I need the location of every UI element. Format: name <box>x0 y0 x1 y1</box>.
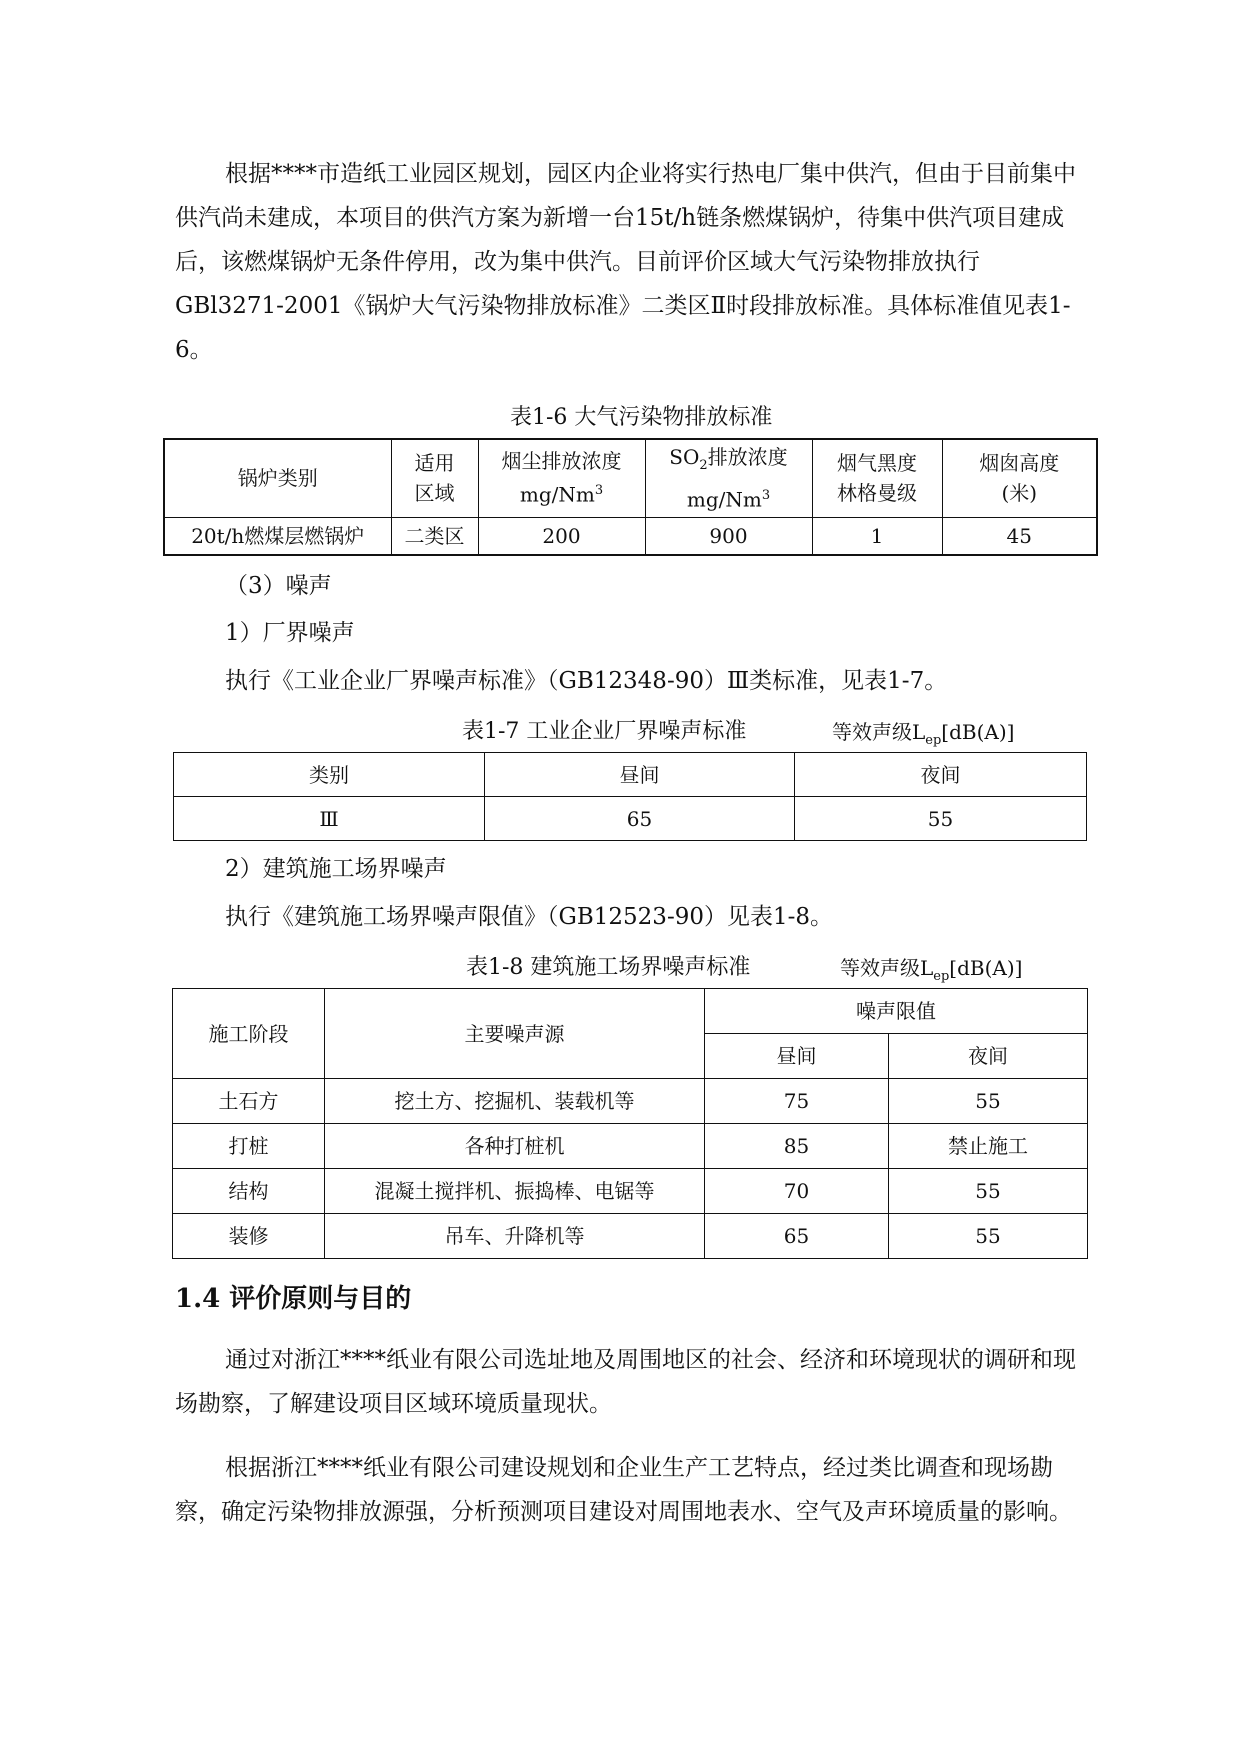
boundary-noise-text: 执行《工业企业厂界噪声标准》（GB12348-90）Ⅲ类标准，见表1-7。 <box>225 668 948 694</box>
evaluation-paragraph-2: 根据浙江****纸业有限公司建设规划和企业生产工艺特点，经过类比调查和现场勘察，确定污染物排放源强，分析预测项目建设对周围地表水、空气及声环境质量的影响。 <box>175 1455 1072 1525</box>
header-smoke <box>812 439 942 517</box>
table-cell: Ⅲ <box>174 797 485 841</box>
table-1-6-header-row <box>164 439 1097 517</box>
table-cell: 混凝土搅拌机、振捣棒、电锯等 <box>325 1169 705 1214</box>
table-1-7 <box>173 752 1087 841</box>
header-dust-line1: 烟尘排放浓度 <box>501 449 622 474</box>
header-boiler-type: 锅炉类别 <box>164 439 391 517</box>
header-category: 类别 <box>174 753 485 797</box>
section-heading: 1.4 评价原则与目的 <box>175 1284 412 1314</box>
header-smoke-line2: 林格曼级 <box>837 481 917 506</box>
table-1-8 <box>172 988 1088 1259</box>
header-so2 <box>645 439 812 517</box>
table-cell: 75 <box>705 1079 889 1124</box>
header-chimney-line2: (米) <box>1001 481 1038 506</box>
unit-sub: ep <box>925 733 942 748</box>
unit-prefix: 等效声级L <box>840 956 934 980</box>
dust-unit-sup: 3 <box>594 483 604 499</box>
header-so2-line2 <box>646 481 812 515</box>
table-1-8-header-row <box>173 989 1088 1034</box>
table-cell: 85 <box>705 1124 889 1169</box>
unit-suffix: [dB(A)] <box>949 956 1023 980</box>
table-cell: 200 <box>478 517 645 555</box>
table-cell: 65 <box>485 797 795 841</box>
noise-heading: （3）噪声 <box>225 573 332 599</box>
table-cell: 结构 <box>173 1169 325 1214</box>
table-cell: 45 <box>942 517 1097 555</box>
table-cell: 55 <box>889 1079 1088 1124</box>
table-cell: 55 <box>889 1169 1088 1214</box>
table-1-7-unit <box>832 716 1014 748</box>
header-area-line1: 适用 <box>414 451 455 476</box>
table-row <box>173 1214 1088 1259</box>
table-cell: 20t/h燃煤层燃锅炉 <box>164 517 391 555</box>
construction-noise-heading: 2）建筑施工场界噪声 <box>225 856 447 882</box>
table-row <box>173 1079 1088 1124</box>
header-chimney <box>942 439 1097 517</box>
table-row <box>173 1124 1088 1169</box>
header-smoke-line1: 烟气黑度 <box>837 451 917 476</box>
so2-unit: mg/Nm <box>686 487 762 512</box>
so2-sub: 2 <box>699 457 708 473</box>
table-cell: 各种打桩机 <box>325 1124 705 1169</box>
table-1-8-unit <box>840 952 1022 984</box>
header-source: 主要噪声源 <box>325 989 705 1079</box>
intro-paragraph: 根据****市造纸工业园区规划，园区内企业将实行热电厂集中供汽，但由于目前集中供汽尚未建成，本项目的供汽方案为新增一台15t/h链条燃煤锅炉，待集中供汽项目建成后，该燃煤锅炉无条件停用，改为集中供汽。目前评价区域大气污染物排放执行GBl3271-2001《锅炉大气污染物排放标准》二类区Ⅱ时段排放标准。具体标准值见表1-6。 <box>175 161 1076 363</box>
table-cell: 70 <box>705 1169 889 1214</box>
unit-suffix: [dB(A)] <box>941 720 1015 744</box>
header-area <box>391 439 478 517</box>
header-limit: 噪声限值 <box>705 989 1088 1034</box>
header-night: 夜间 <box>889 1034 1088 1079</box>
so2-unit-sup: 3 <box>761 487 771 503</box>
unit-sub: ep <box>933 969 950 984</box>
header-dust-line2 <box>479 476 645 510</box>
table-cell: 900 <box>645 517 812 555</box>
dust-unit: mg/Nm <box>519 483 595 508</box>
header-so2-line1 <box>646 442 812 481</box>
construction-noise-text: 执行《建筑施工场界噪声限值》（GB12523-90）见表1-8。 <box>225 904 834 930</box>
table-cell: 挖土方、挖掘机、装载机等 <box>325 1079 705 1124</box>
header-day: 昼间 <box>485 753 795 797</box>
table-1-7-caption: 表1-7 工业企业厂界噪声标准 <box>462 719 747 744</box>
table-cell: 65 <box>705 1214 889 1259</box>
table-cell: 打桩 <box>173 1124 325 1169</box>
table-1-7-header-row <box>174 753 1087 797</box>
header-stage: 施工阶段 <box>173 989 325 1079</box>
header-night: 夜间 <box>795 753 1087 797</box>
table-cell: 土石方 <box>173 1079 325 1124</box>
header-area-line2: 区域 <box>414 481 455 506</box>
header-dust <box>478 439 645 517</box>
table-cell: 55 <box>795 797 1087 841</box>
table-cell: 装修 <box>173 1214 325 1259</box>
table-cell: 禁止施工 <box>889 1124 1088 1169</box>
so2-label: SO <box>669 444 700 469</box>
boundary-noise-heading: 1）厂界噪声 <box>225 620 355 646</box>
unit-prefix: 等效声级L <box>832 720 926 744</box>
table-cell: 55 <box>889 1214 1088 1259</box>
table-cell: 二类区 <box>391 517 478 555</box>
table-row <box>174 797 1087 841</box>
table-1-8-caption: 表1-8 建筑施工场界噪声标准 <box>466 955 751 980</box>
table-row <box>173 1169 1088 1214</box>
so2-suffix: 排放浓度 <box>707 444 788 469</box>
table-1-6 <box>163 438 1098 556</box>
evaluation-paragraph-1: 通过对浙江****纸业有限公司选址地及周围地区的社会、经济和环境现状的调研和现场勘察，了解建设项目区域环境质量现状。 <box>175 1347 1076 1417</box>
table-cell: 1 <box>812 517 942 555</box>
header-chimney-line1: 烟囱高度 <box>979 451 1060 476</box>
table-1-6-caption: 表1-6 大气污染物排放标准 <box>510 405 773 430</box>
table-row <box>164 517 1097 555</box>
table-cell: 吊车、升降机等 <box>325 1214 705 1259</box>
header-day: 昼间 <box>705 1034 889 1079</box>
